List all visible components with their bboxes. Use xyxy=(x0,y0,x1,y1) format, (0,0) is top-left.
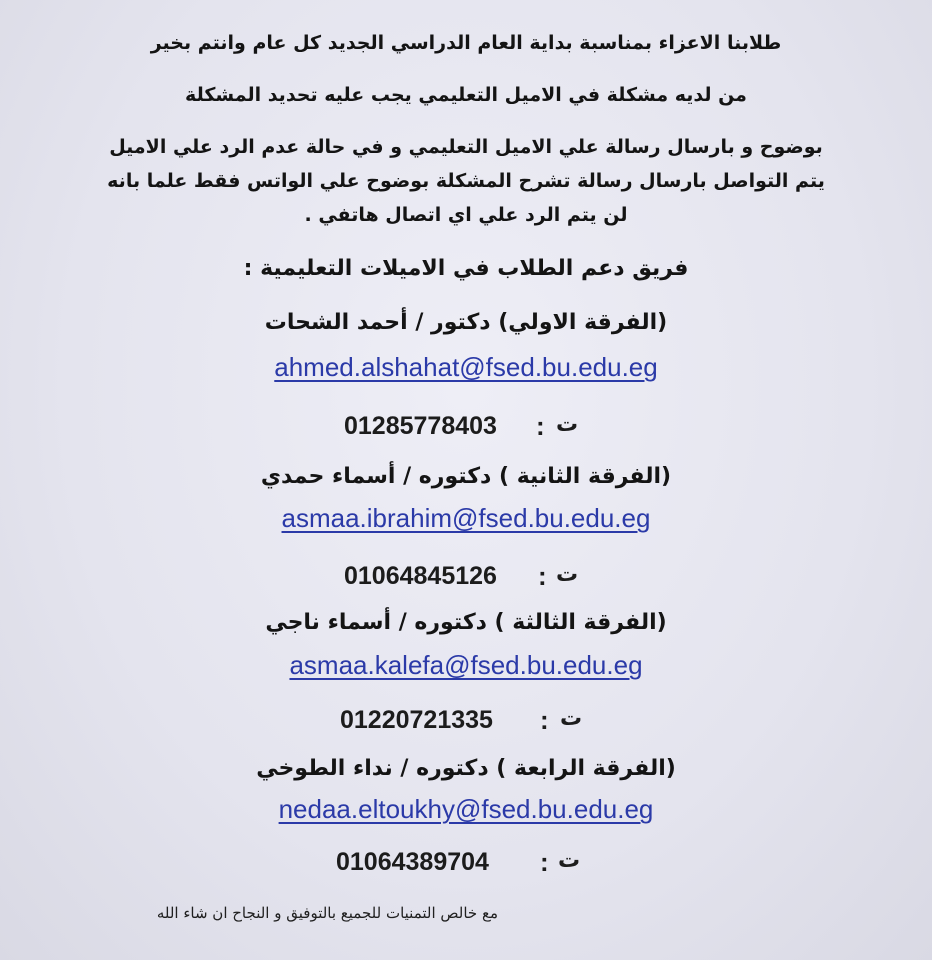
phone-colon: : xyxy=(538,561,547,591)
phone-colon: : xyxy=(540,847,549,877)
footer-wishes: مع خالص التمنيات للجميع بالتوفيق و النجاح ان شاء الله xyxy=(156,904,498,922)
contact-1-label: (الفرقة الاولي) دكتور / أحمد الشحات xyxy=(264,310,668,335)
contact-3-phone-row xyxy=(0,704,932,740)
contact-1-email-link[interactable]: ahmed.alshahat@fsed.bu.edu.eg xyxy=(274,352,658,382)
notice-line-3: بوضوح و بارسال رسالة علي الاميل التعليمي و في حالة عدم الرد علي الاميل xyxy=(109,136,823,158)
phone-prefix: ت xyxy=(560,706,583,731)
contact-4-phone: 01064389704 xyxy=(336,848,489,876)
contact-1-phone: 01285778403 xyxy=(344,412,497,440)
contact-3-label: (الفرقة الثالثة ) دكتوره / أسماء ناجي xyxy=(265,610,667,635)
contact-1-phone-row xyxy=(0,410,932,446)
contact-4-email-link[interactable]: nedaa.eltoukhy@fsed.bu.edu.eg xyxy=(278,794,654,824)
phone-prefix: ت xyxy=(556,562,579,587)
notice-line-1: طلابنا الاعزاء بمناسبة بداية العام الدراسي الجديد كل عام وانتم بخير xyxy=(150,32,782,54)
phone-colon: : xyxy=(540,705,549,735)
contact-2-phone-row xyxy=(0,560,932,596)
contact-2-phone: 01064845126 xyxy=(344,562,497,590)
phone-colon: : xyxy=(536,411,545,441)
phone-prefix: ت xyxy=(556,412,579,437)
notice-line-5: لن يتم الرد علي اي اتصال هاتفي . xyxy=(304,204,628,226)
team-heading: فريق دعم الطلاب في الاميلات التعليمية : xyxy=(243,256,689,281)
contact-3-email-link[interactable]: asmaa.kalefa@fsed.bu.edu.eg xyxy=(289,650,643,680)
contact-2-email-link[interactable]: asmaa.ibrahim@fsed.bu.edu.eg xyxy=(281,503,651,533)
contact-3-phone: 01220721335 xyxy=(340,706,493,734)
contact-4-phone-row xyxy=(0,846,932,882)
notice-line-2: من لديه مشكلة في الاميل التعليمي يجب عليه تحديد المشكلة xyxy=(185,84,747,106)
contact-4-label: (الفرقة الرابعة ) دكتوره / نداء الطوخي xyxy=(256,756,676,781)
contact-2-label: (الفرقة الثانية ) دكتوره / أسماء حمدي xyxy=(260,464,672,489)
notice-line-4: يتم التواصل بارسال رسالة تشرح المشكلة بوضوح علي الواتس فقط علما بانه xyxy=(107,170,825,192)
phone-prefix: ت xyxy=(558,848,581,873)
